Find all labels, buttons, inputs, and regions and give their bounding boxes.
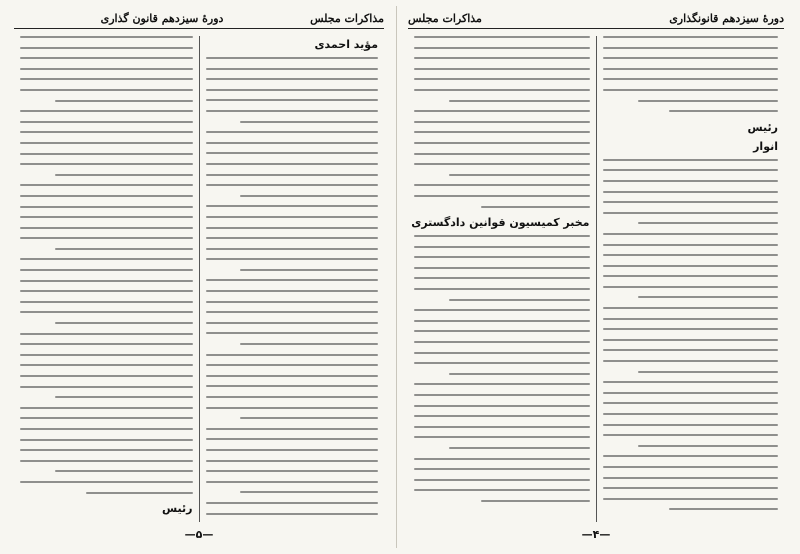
text-line-placeholder xyxy=(603,57,779,59)
text-line-placeholder xyxy=(449,447,589,449)
speaker-heading-committee-reporter: مخبر کمیسیون قوانین دادگستری xyxy=(411,216,590,230)
text-line-placeholder xyxy=(206,174,379,176)
right-page xyxy=(408,8,784,546)
text-line-placeholder xyxy=(55,248,193,250)
text-line-placeholder xyxy=(414,330,590,332)
text-line-placeholder xyxy=(603,360,779,362)
text-line-placeholder xyxy=(414,415,590,417)
text-line-placeholder xyxy=(20,131,193,133)
text-line-placeholder xyxy=(414,468,590,470)
text-line-placeholder xyxy=(603,254,779,256)
text-line-placeholder xyxy=(414,195,590,197)
text-line-placeholder xyxy=(414,394,590,396)
text-line-placeholder xyxy=(55,470,193,472)
text-line-placeholder xyxy=(20,163,193,165)
text-line-placeholder xyxy=(603,349,779,351)
text-line-placeholder xyxy=(603,318,779,320)
right-page-right-column-text-bottom xyxy=(603,159,779,511)
text-line-placeholder xyxy=(20,216,193,218)
text-line-placeholder xyxy=(669,508,778,510)
text-line-placeholder xyxy=(240,195,378,197)
text-line-placeholder xyxy=(206,152,379,154)
text-line-placeholder xyxy=(414,184,590,186)
text-line-placeholder xyxy=(20,481,193,483)
right-header-left: مذاکرات مجلس xyxy=(408,11,482,25)
text-line-placeholder xyxy=(603,212,779,214)
text-line-placeholder xyxy=(206,513,379,515)
text-line-placeholder xyxy=(414,489,590,491)
text-line-placeholder xyxy=(414,235,590,237)
right-page-left-column-text-top xyxy=(414,36,590,208)
right-page-column-left xyxy=(408,36,597,522)
text-line-placeholder xyxy=(20,460,193,462)
right-page-columns xyxy=(408,36,784,522)
text-line-placeholder xyxy=(414,57,590,59)
speaker-heading-anvar: انوار xyxy=(753,139,778,153)
right-page-header xyxy=(408,8,784,29)
text-line-placeholder xyxy=(20,407,193,409)
text-line-placeholder xyxy=(20,47,193,49)
text-line-placeholder xyxy=(414,36,590,38)
text-line-placeholder xyxy=(603,68,779,70)
left-header-right: مذاکرات مجلس xyxy=(310,11,384,25)
text-line-placeholder xyxy=(20,110,193,112)
speaker-heading-rais-right: رئیس xyxy=(747,120,778,134)
text-line-placeholder xyxy=(206,57,379,59)
text-line-placeholder xyxy=(603,180,779,182)
text-line-placeholder xyxy=(414,246,590,248)
text-line-placeholder xyxy=(603,381,779,383)
text-line-placeholder xyxy=(206,301,379,303)
text-line-placeholder xyxy=(20,121,193,123)
text-line-placeholder xyxy=(206,460,379,462)
left-page-right-column-text xyxy=(206,57,379,522)
page-number-left: —۵— xyxy=(184,528,214,541)
text-line-placeholder xyxy=(206,290,379,292)
text-line-placeholder xyxy=(206,332,379,334)
text-line-placeholder xyxy=(603,307,779,309)
text-line-placeholder xyxy=(638,222,778,224)
text-line-placeholder xyxy=(603,47,779,49)
text-line-placeholder xyxy=(206,110,379,112)
text-line-placeholder xyxy=(206,78,379,80)
text-line-placeholder xyxy=(603,244,779,246)
text-line-placeholder xyxy=(55,174,193,176)
text-line-placeholder xyxy=(414,121,590,123)
text-line-placeholder xyxy=(449,299,589,301)
text-line-placeholder xyxy=(206,131,379,133)
text-line-placeholder xyxy=(414,383,590,385)
text-line-placeholder xyxy=(55,322,193,324)
text-line-placeholder xyxy=(20,439,193,441)
right-header-right: دورهٔ سیزدهم قانونگذاری xyxy=(669,11,784,25)
text-line-placeholder xyxy=(206,248,379,250)
text-line-placeholder xyxy=(206,449,379,451)
text-line-placeholder xyxy=(638,100,778,102)
text-line-placeholder xyxy=(414,47,590,49)
text-line-placeholder xyxy=(206,354,379,356)
text-line-placeholder xyxy=(414,352,590,354)
text-line-placeholder xyxy=(414,142,590,144)
text-line-placeholder xyxy=(603,78,779,80)
text-line-placeholder xyxy=(206,428,379,430)
text-line-placeholder xyxy=(206,364,379,366)
text-line-placeholder xyxy=(206,184,379,186)
text-line-placeholder xyxy=(20,290,193,292)
left-page-columns xyxy=(14,36,384,522)
text-line-placeholder xyxy=(603,455,779,457)
text-line-placeholder xyxy=(240,269,378,271)
text-line-placeholder xyxy=(414,288,590,290)
text-line-placeholder xyxy=(240,343,378,345)
text-line-placeholder xyxy=(603,265,779,267)
text-line-placeholder xyxy=(414,362,590,364)
text-line-placeholder xyxy=(206,279,379,281)
text-line-placeholder xyxy=(20,386,193,388)
text-line-placeholder xyxy=(414,131,590,133)
text-line-placeholder xyxy=(414,320,590,322)
speaker-heading-moayed-ahmadi: مؤید احمدی xyxy=(314,38,378,51)
page-gutter xyxy=(396,6,397,548)
text-line-placeholder xyxy=(603,466,779,468)
text-line-placeholder xyxy=(240,121,378,123)
text-line-placeholder xyxy=(20,206,193,208)
text-line-placeholder xyxy=(206,385,379,387)
text-line-placeholder xyxy=(449,174,589,176)
text-line-placeholder xyxy=(603,275,779,277)
text-line-placeholder xyxy=(669,110,778,112)
left-page xyxy=(14,8,384,546)
text-line-placeholder xyxy=(603,89,779,91)
text-line-placeholder xyxy=(20,68,193,70)
text-line-placeholder xyxy=(240,491,378,493)
text-line-placeholder xyxy=(414,68,590,70)
text-line-placeholder xyxy=(55,100,193,102)
text-line-placeholder xyxy=(20,258,193,260)
text-line-placeholder xyxy=(414,267,590,269)
text-line-placeholder xyxy=(603,169,779,171)
text-line-placeholder xyxy=(638,296,778,298)
text-line-placeholder xyxy=(603,413,779,415)
text-line-placeholder xyxy=(20,354,193,356)
text-line-placeholder xyxy=(414,110,590,112)
left-page-header xyxy=(14,8,384,29)
text-line-placeholder xyxy=(449,100,589,102)
text-line-placeholder xyxy=(481,206,590,208)
text-line-placeholder xyxy=(20,184,193,186)
text-line-placeholder xyxy=(638,445,778,447)
text-line-placeholder xyxy=(86,492,193,494)
text-line-placeholder xyxy=(206,205,379,207)
right-page-left-column-text-bottom xyxy=(414,235,590,502)
text-line-placeholder xyxy=(206,227,379,229)
text-line-placeholder xyxy=(603,339,779,341)
right-page-column-right xyxy=(597,36,785,522)
text-line-placeholder xyxy=(206,481,379,483)
text-line-placeholder xyxy=(206,99,379,101)
text-line-placeholder xyxy=(603,487,779,489)
left-page-column-right xyxy=(200,36,385,522)
text-line-placeholder xyxy=(20,195,193,197)
text-line-placeholder xyxy=(20,227,193,229)
text-line-placeholder xyxy=(206,68,379,70)
text-line-placeholder xyxy=(20,364,193,366)
text-line-placeholder xyxy=(20,142,193,144)
page-number-right: —۴— xyxy=(581,528,611,541)
text-line-placeholder xyxy=(20,237,193,239)
text-line-placeholder xyxy=(206,438,379,440)
text-line-placeholder xyxy=(20,343,193,345)
text-line-placeholder xyxy=(20,428,193,430)
text-line-placeholder xyxy=(414,163,590,165)
text-line-placeholder xyxy=(20,280,193,282)
left-header-center: دورهٔ سیزدهم قانون گذاری xyxy=(100,11,224,25)
text-line-placeholder xyxy=(603,36,779,38)
text-line-placeholder xyxy=(20,333,193,335)
text-line-placeholder xyxy=(206,322,379,324)
text-line-placeholder xyxy=(414,405,590,407)
text-line-placeholder xyxy=(20,36,193,38)
text-line-placeholder xyxy=(206,258,379,260)
text-line-placeholder xyxy=(414,89,590,91)
text-line-placeholder xyxy=(414,309,590,311)
text-line-placeholder xyxy=(20,449,193,451)
text-line-placeholder xyxy=(20,57,193,59)
text-line-placeholder xyxy=(206,163,379,165)
text-line-placeholder xyxy=(603,477,779,479)
text-line-placeholder xyxy=(414,78,590,80)
text-line-placeholder xyxy=(20,301,193,303)
text-line-placeholder xyxy=(206,396,379,398)
text-line-placeholder xyxy=(414,426,590,428)
text-line-placeholder xyxy=(603,286,779,288)
text-line-placeholder xyxy=(603,328,779,330)
text-line-placeholder xyxy=(603,424,779,426)
text-line-placeholder xyxy=(206,89,379,91)
text-line-placeholder xyxy=(414,341,590,343)
left-page-left-column-text xyxy=(20,36,193,494)
text-line-placeholder xyxy=(55,396,193,398)
text-line-placeholder xyxy=(481,500,590,502)
text-line-placeholder xyxy=(20,269,193,271)
text-line-placeholder xyxy=(414,436,590,438)
text-line-placeholder xyxy=(206,142,379,144)
speaker-heading-rais-left: رئیس xyxy=(161,502,193,516)
text-line-placeholder xyxy=(20,153,193,155)
text-line-placeholder xyxy=(414,277,590,279)
text-line-placeholder xyxy=(414,479,590,481)
right-page-right-column-text-top xyxy=(603,36,779,112)
text-line-placeholder xyxy=(20,89,193,91)
text-line-placeholder xyxy=(20,417,193,419)
text-line-placeholder xyxy=(206,470,379,472)
text-line-placeholder xyxy=(414,458,590,460)
text-line-placeholder xyxy=(603,392,779,394)
text-line-placeholder xyxy=(206,311,379,313)
text-line-placeholder xyxy=(414,153,590,155)
text-line-placeholder xyxy=(603,402,779,404)
text-line-placeholder xyxy=(603,434,779,436)
left-page-column-left xyxy=(14,36,200,522)
text-line-placeholder xyxy=(603,498,779,500)
text-line-placeholder xyxy=(206,237,379,239)
text-line-placeholder xyxy=(449,373,589,375)
text-line-placeholder xyxy=(20,311,193,313)
text-line-placeholder xyxy=(603,159,779,161)
text-line-placeholder xyxy=(206,375,379,377)
text-line-placeholder xyxy=(603,201,779,203)
text-line-placeholder xyxy=(240,417,378,419)
text-line-placeholder xyxy=(206,502,379,504)
text-line-placeholder xyxy=(20,375,193,377)
text-line-placeholder xyxy=(638,371,778,373)
text-line-placeholder xyxy=(206,216,379,218)
text-line-placeholder xyxy=(603,191,779,193)
text-line-placeholder xyxy=(414,256,590,258)
text-line-placeholder xyxy=(20,78,193,80)
text-line-placeholder xyxy=(206,407,379,409)
text-line-placeholder xyxy=(603,233,779,235)
